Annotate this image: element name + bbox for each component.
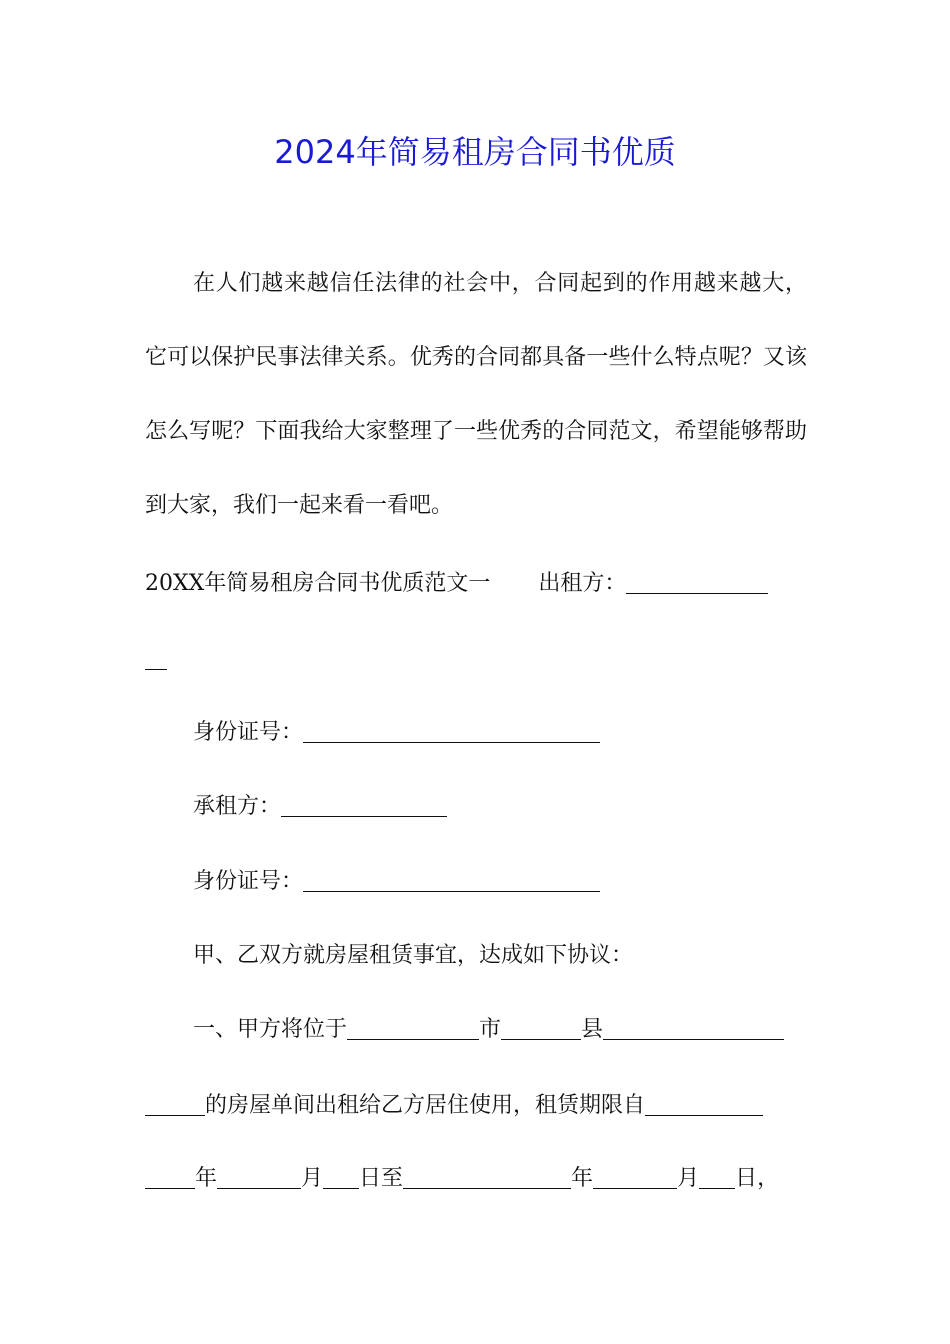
city-label: 市	[479, 1017, 502, 1042]
document-title: 2024年简易租房合同书优质	[274, 133, 676, 171]
lessee-id-label: 身份证号：	[193, 869, 304, 894]
lessee-id-blank[interactable]	[303, 869, 600, 892]
clause-1-line-3	[145, 1164, 807, 1194]
start-day-blank[interactable]	[323, 1166, 359, 1189]
county-blank[interactable]	[501, 1017, 581, 1040]
clause-1-line-1	[193, 1015, 855, 1045]
lessee-line	[193, 792, 855, 822]
lessor-blank[interactable]	[626, 571, 768, 594]
lessor-id-label: 身份证号：	[193, 720, 304, 745]
intro-paragraph: 在人们越来越信任法律的社会中，合同起到的作用越来越大，它可以保护民事法律关系。优秀的合同都具备一些什么特点呢？又该怎么写呢？下面我给大家整理了一些优秀的合同范文，希望能够帮助到大家，我们一起来看一看吧。	[145, 271, 807, 518]
end-day-blank[interactable]	[699, 1166, 735, 1189]
start-month-blank[interactable]	[217, 1166, 301, 1189]
end-year-blank[interactable]	[403, 1166, 571, 1189]
lessor-id-blank[interactable]	[303, 720, 600, 743]
day-end-label: 日，	[735, 1166, 780, 1191]
address-blank-continued[interactable]	[145, 1093, 205, 1116]
start-date-blank[interactable]	[645, 1093, 763, 1116]
day-to-label: 日至	[359, 1166, 404, 1191]
clause-1-prefix: 一、甲方将位于	[193, 1017, 348, 1042]
year-label: 年	[195, 1166, 218, 1191]
lessee-label: 承租方：	[193, 794, 282, 819]
lessor-blank-continued[interactable]	[145, 647, 167, 670]
lessor-label: 出租方：	[538, 571, 627, 596]
end-month-blank[interactable]	[593, 1166, 677, 1189]
start-year-blank[interactable]	[145, 1166, 195, 1189]
clause-1-line-2	[145, 1091, 807, 1121]
agreement-intro: 甲、乙双方就房屋租赁事宜，达成如下协议：	[193, 943, 634, 968]
section-heading-line	[145, 569, 807, 599]
month-label-2: 月	[677, 1166, 700, 1191]
month-label: 月	[301, 1166, 324, 1191]
section-heading: 20XX年简易租房合同书优质范文一	[145, 571, 491, 596]
year-label-2: 年	[571, 1166, 594, 1191]
clause-1-mid: 的房屋单间出租给乙方居住使用，租赁期限自	[205, 1093, 646, 1118]
lessor-id-line	[193, 718, 855, 748]
lessee-id-line	[193, 867, 855, 897]
county-label: 县	[581, 1017, 604, 1042]
city-blank[interactable]	[347, 1017, 479, 1040]
lessee-blank[interactable]	[281, 794, 447, 817]
address-blank[interactable]	[603, 1017, 784, 1040]
lessor-blank-continued-line	[145, 645, 807, 675]
